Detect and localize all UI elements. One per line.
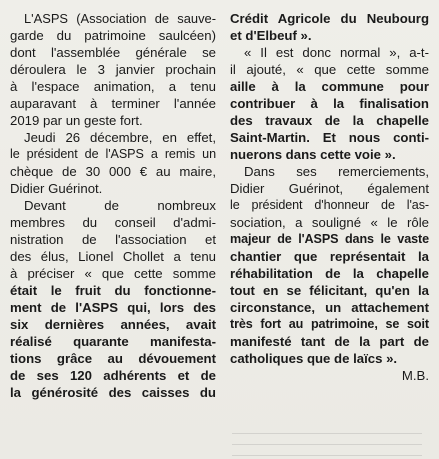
article-line: Devant de nombreux bbox=[24, 198, 216, 213]
article-line: catholiques que de laïcs ». bbox=[230, 351, 398, 366]
article-line: garde du patrimoine saulcéen) bbox=[10, 28, 216, 43]
reverse-side-bleed-through bbox=[232, 428, 422, 456]
article-line: Dans ses remerciements, bbox=[244, 164, 429, 179]
article-line: aille à la commune pour bbox=[230, 79, 429, 94]
article-line: auparavant à terminer l'année bbox=[10, 96, 216, 111]
article-line: Saint-Martin. Et nous conti- bbox=[230, 130, 429, 145]
article-line: membres du conseil d'admi- bbox=[10, 215, 216, 230]
article-line: majeur de l'ASPS dans le vaste bbox=[230, 232, 429, 246]
article-line: six dernières années, avait bbox=[10, 317, 216, 332]
article-line: le président d'honneur de l'as- bbox=[230, 198, 429, 212]
article-line: réhabilitation de la chapelle bbox=[230, 266, 429, 281]
article-line: tout en se félicitant, qu'en la bbox=[230, 283, 429, 298]
article-line: le président de l'ASPS a remis un bbox=[10, 147, 216, 161]
article-line: contribuer à la finalisation bbox=[230, 96, 429, 111]
article-line: à l'espace animation, a tenu bbox=[10, 79, 216, 94]
article-line: chantier que représentait la bbox=[230, 249, 429, 264]
article-line: des travaux de la chapelle bbox=[230, 113, 429, 128]
article-line: manifesté tant de la part de bbox=[230, 334, 429, 349]
article-line: M.B. bbox=[401, 368, 429, 383]
article-line: dont l'assemblée générale se bbox=[10, 45, 216, 60]
article-line: Didier Guérinot. bbox=[10, 181, 103, 196]
article-line: tions grâce au dévouement bbox=[10, 351, 216, 366]
article-line: déroulera le 3 janvier prochain bbox=[10, 62, 216, 77]
article-line: nuerons dans cette voie ». bbox=[230, 147, 396, 162]
article-line: Crédit Agricole du Neubourg bbox=[230, 11, 429, 26]
article-line: L'ASPS (Association de sauve- bbox=[24, 11, 216, 26]
article-column-left bbox=[10, 10, 216, 401]
article-line: 2019 par un geste fort. bbox=[10, 113, 143, 128]
article-line: chèque de 30 000 € au maire, bbox=[10, 164, 216, 179]
article-line: et d'Elbeuf ». bbox=[230, 28, 312, 43]
article-line: la générosité des caisses du bbox=[10, 385, 216, 400]
article-line: de ses 120 adhérents et de bbox=[10, 368, 216, 383]
article-line: Jeudi 26 décembre, en effet, bbox=[24, 130, 216, 145]
article-column-right bbox=[230, 10, 429, 384]
article-line: ment de l'ASPS qui, lors des bbox=[10, 300, 216, 315]
article-line: nistration de l'association et bbox=[10, 232, 216, 247]
article-line: était le fruit du fonctionne- bbox=[10, 283, 216, 298]
article-line: Didier Guérinot, également bbox=[230, 181, 429, 196]
article-line: sociation, a souligné « le rôle bbox=[230, 215, 429, 230]
article-line: réalisé quarante manifesta- bbox=[10, 334, 216, 349]
article-line: « Il est donc normal », a-t- bbox=[244, 45, 429, 60]
article-line: des élus, Lionel Chollet a tenu bbox=[10, 249, 216, 264]
article-line: circonstance, un attachement bbox=[230, 300, 429, 315]
article-line: très fort au patrimoine, se soit bbox=[230, 317, 429, 331]
article-line: à préciser « que cette somme bbox=[10, 266, 216, 281]
article-line: il ajouté, « que cette somme bbox=[230, 62, 429, 77]
